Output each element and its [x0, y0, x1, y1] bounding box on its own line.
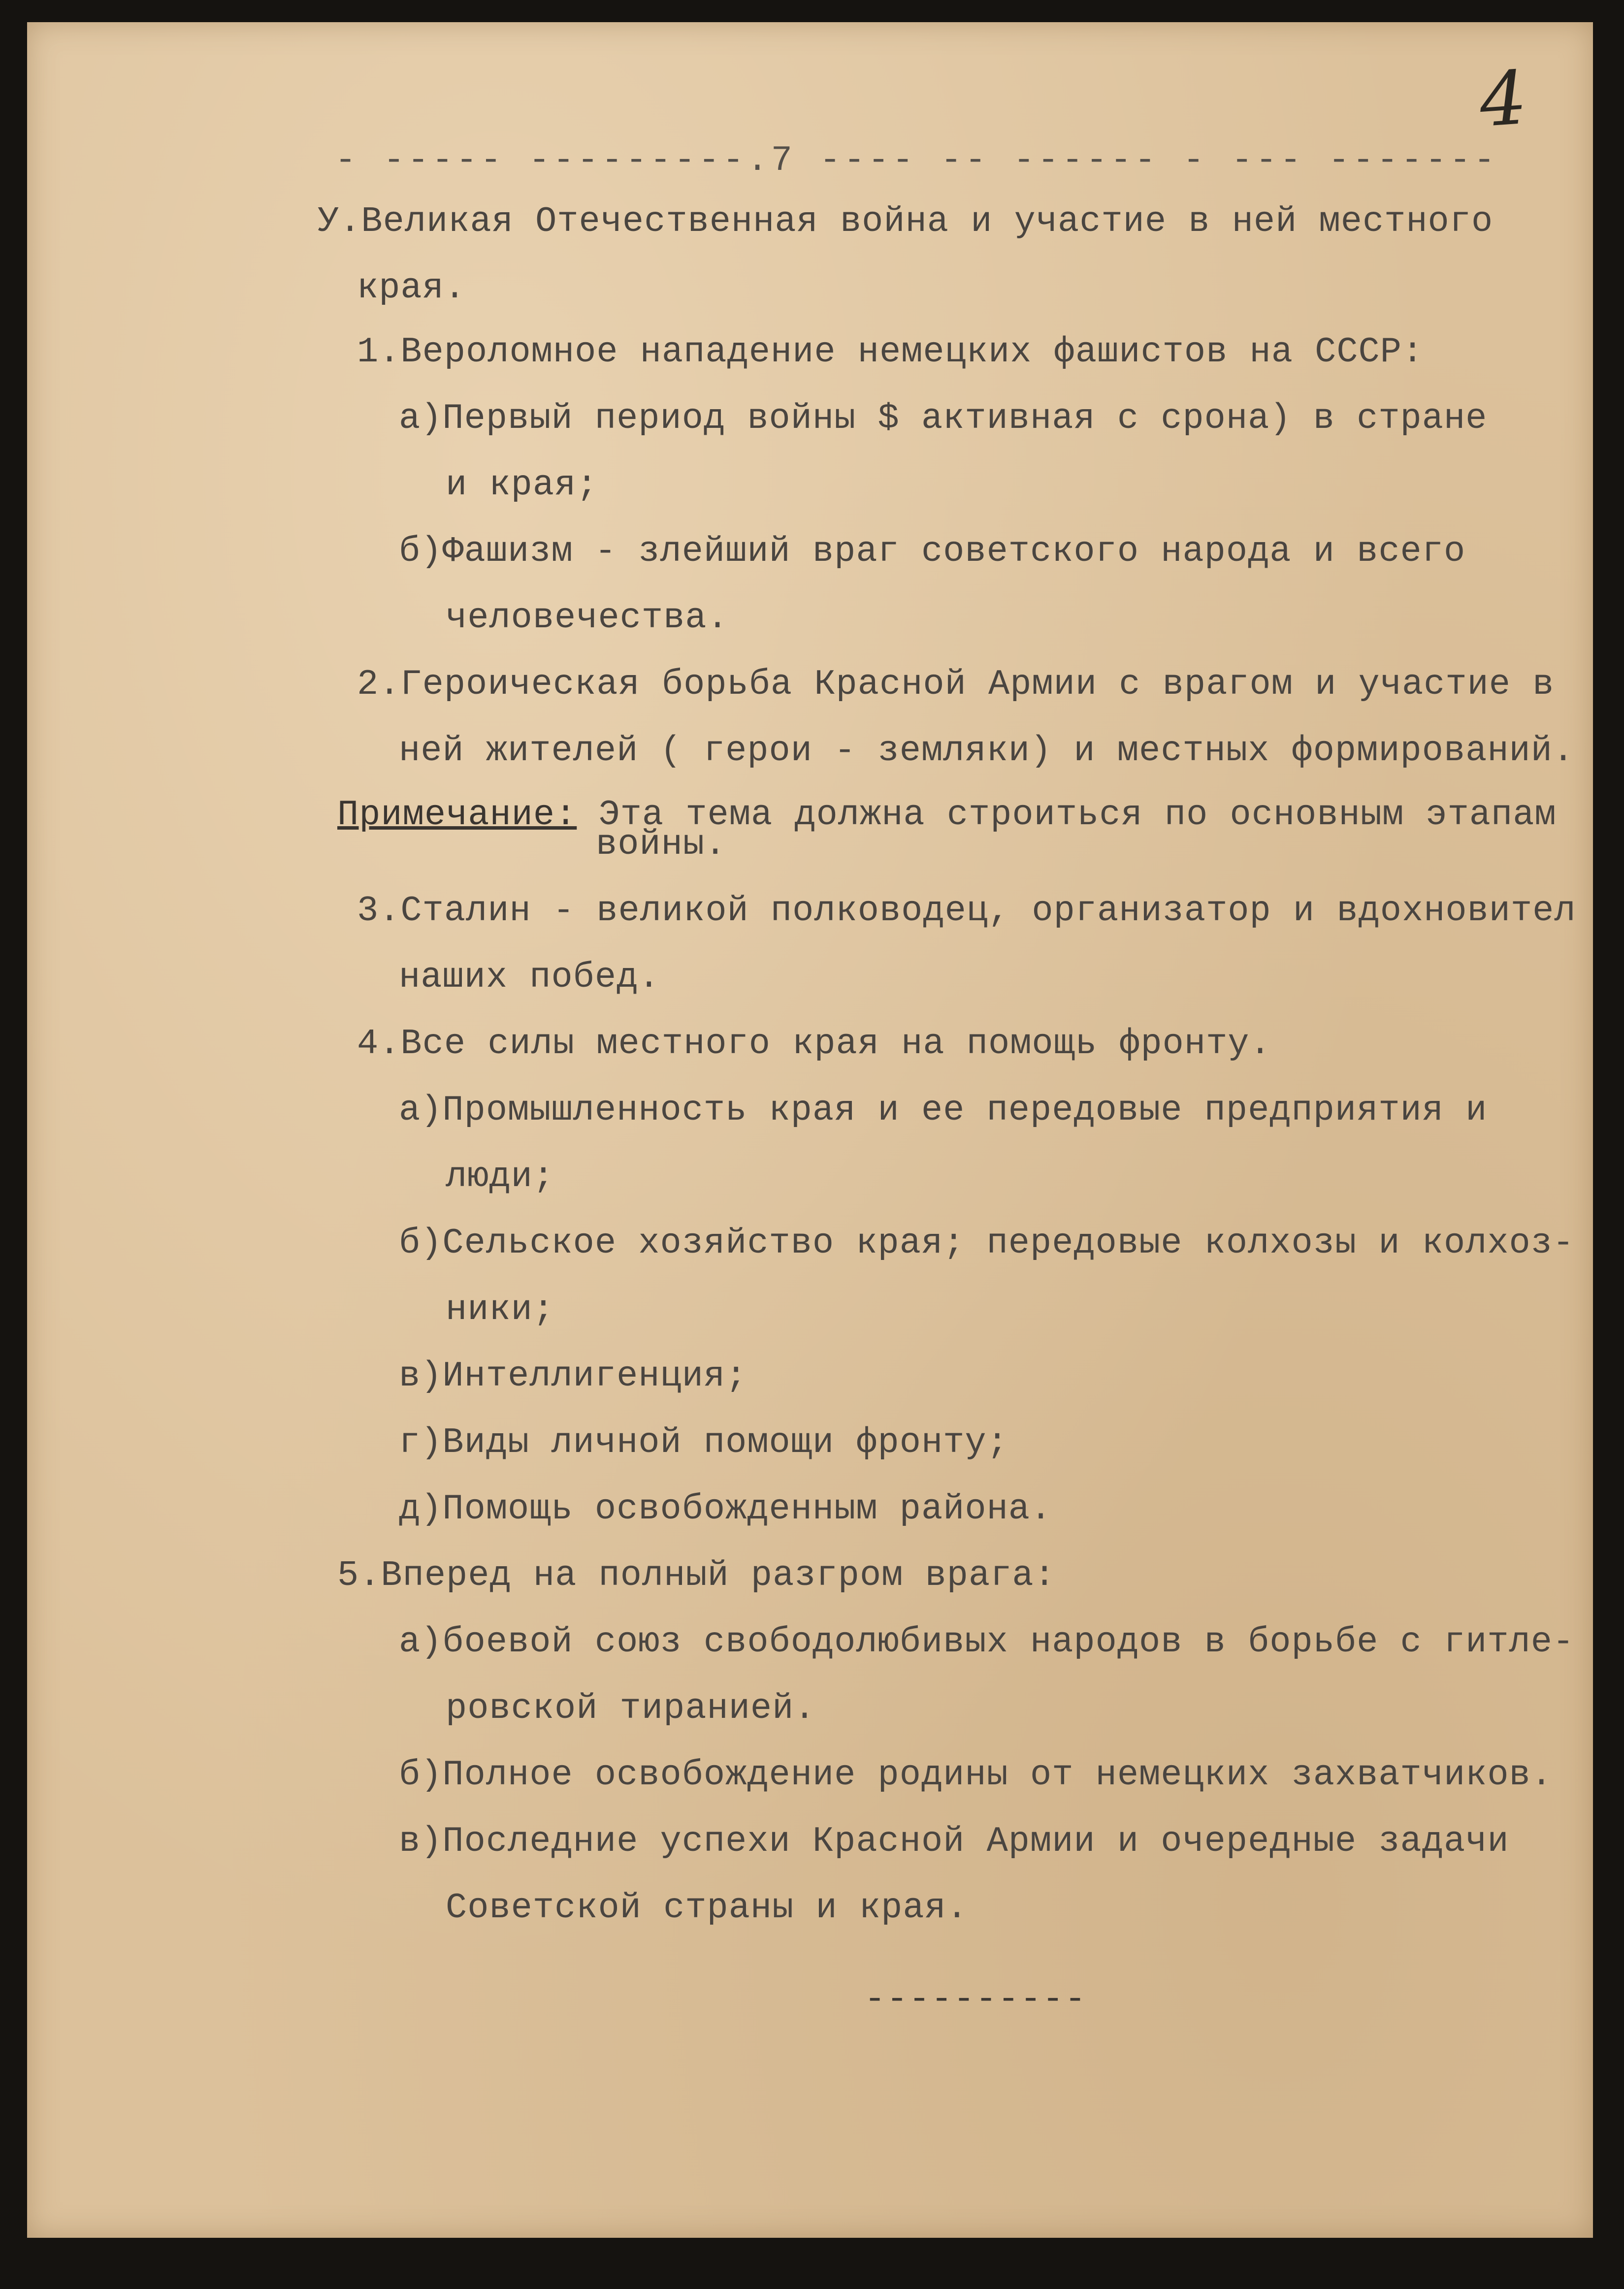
- page-number: 4: [1477, 55, 1530, 144]
- item-4a-line-2: люди;: [446, 1157, 555, 1197]
- item-1b-line-2: человечества.: [446, 598, 729, 638]
- note-line-1: [337, 793, 1557, 837]
- item-4b-line-2: ники;: [446, 1290, 555, 1330]
- item-4b-line-1: б)Сельское хозяйство края; передовые колхозы и колхоз-: [399, 1223, 1575, 1263]
- item-4v: в)Интеллигенция;: [399, 1356, 747, 1396]
- item-2-line-2: ней жителей ( герои - земляки) и местных формирований.: [399, 731, 1575, 771]
- item-5a-line-1: а)боевой союз свободолюбивых народов в борьбе с гитле-: [399, 1622, 1575, 1662]
- item-4d: д)Помощь освобожденным района.: [399, 1489, 1052, 1529]
- item-2-line-1: 2.Героическая борьба Красной Армии с врагом и участие в: [357, 664, 1555, 705]
- note-text: Эта тема должна строиться по основным этапам: [598, 795, 1557, 835]
- item-5: 5.Вперед на полный разгром врага:: [337, 1555, 1056, 1596]
- item-4: 4.Все силы местного края на помощь фронту.: [357, 1024, 1271, 1064]
- note-line-2: войны.: [596, 824, 727, 865]
- section-title-line-2: края.: [357, 268, 466, 308]
- item-5v-line-1: в)Последние успехи Красной Армии и очередные задачи: [399, 1821, 1509, 1862]
- header-line: - ----- ---------.7 ---- -- ------ - --- -------: [335, 140, 1498, 181]
- section-title-line-1: У.Великая Отечественная война и участие в ней местного: [318, 201, 1494, 242]
- item-1a-line-1: а)Первый период войны $ активная с срона) в стране: [399, 398, 1488, 439]
- item-5a-line-2: ровской тиранией.: [446, 1688, 816, 1729]
- item-4g: г)Виды личной помощи фронту;: [399, 1422, 1008, 1463]
- document-page: [27, 22, 1593, 2238]
- item-1: 1.Вероломное нападение немецких фашистов на СССР:: [357, 332, 1424, 372]
- item-3-line-1: 3.Сталин - великой полководец, организатор и вдохновител: [357, 891, 1576, 931]
- item-1a-line-2: и края;: [446, 465, 598, 505]
- note-label: Примечание:: [337, 795, 577, 835]
- end-separator: ----------: [864, 1979, 1087, 2020]
- item-4a-line-1: а)Промышленность края и ее передовые предприятия и: [399, 1090, 1488, 1130]
- item-5v-line-2: Советской страны и края.: [446, 1888, 968, 1928]
- item-5b: б)Полное освобождение родины от немецких захватчиков.: [399, 1755, 1553, 1795]
- item-3-line-2: наших побед.: [399, 957, 660, 998]
- item-1b-line-1: б)Фашизм - злейший враг советского народа и всего: [399, 531, 1466, 572]
